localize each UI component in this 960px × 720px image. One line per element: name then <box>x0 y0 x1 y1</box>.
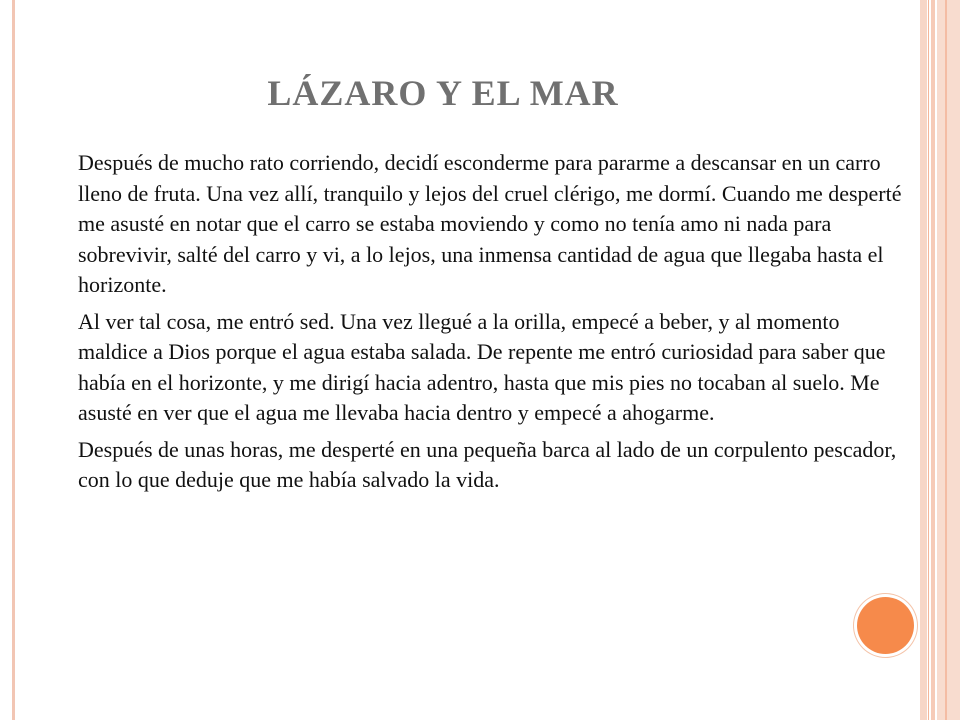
right-border-stripe <box>920 0 927 720</box>
right-border-line <box>928 0 929 720</box>
right-border-line <box>945 0 947 720</box>
paragraph: Al ver tal cosa, me entró sed. Una vez llegué a la orilla, empecé a beber, y al momento maldice a Dios porque el agua estaba salada. De repente me entró curiosidad para saber que había en el horizonte, y me dirigí hacia adentro, hasta que mis pies no tocaban al suelo. Me asusté en ver que el agua me llevaba hacia dentro y empecé a ahogarme. <box>78 308 886 425</box>
paragraph: Después de mucho rato corriendo, decidí esconderme para pararme a descansar en un carro lleno de fruta. Una vez allí, tranquilo y lejos del cruel clérigo, me dormí. Cuando me desperté me asusté en notar que el carro se estaba moviendo y como no tenía amo ni nada para sobrevivir, salté del carro y vi, a lo lejos, una inmensa cantidad de agua que llegaba hasta el horizonte. <box>78 150 902 297</box>
paragraph: Después de unas horas, me desperté en una pequeña barca al lado de un corpulento pescador, con lo que deduje que me había salvado la vida. <box>78 436 897 492</box>
slide-title: LÁZARO Y EL MAR <box>267 73 619 113</box>
right-border-band <box>937 0 960 720</box>
decorative-circle <box>857 597 914 654</box>
slide-body <box>78 148 908 502</box>
right-border-stripe <box>931 0 935 720</box>
